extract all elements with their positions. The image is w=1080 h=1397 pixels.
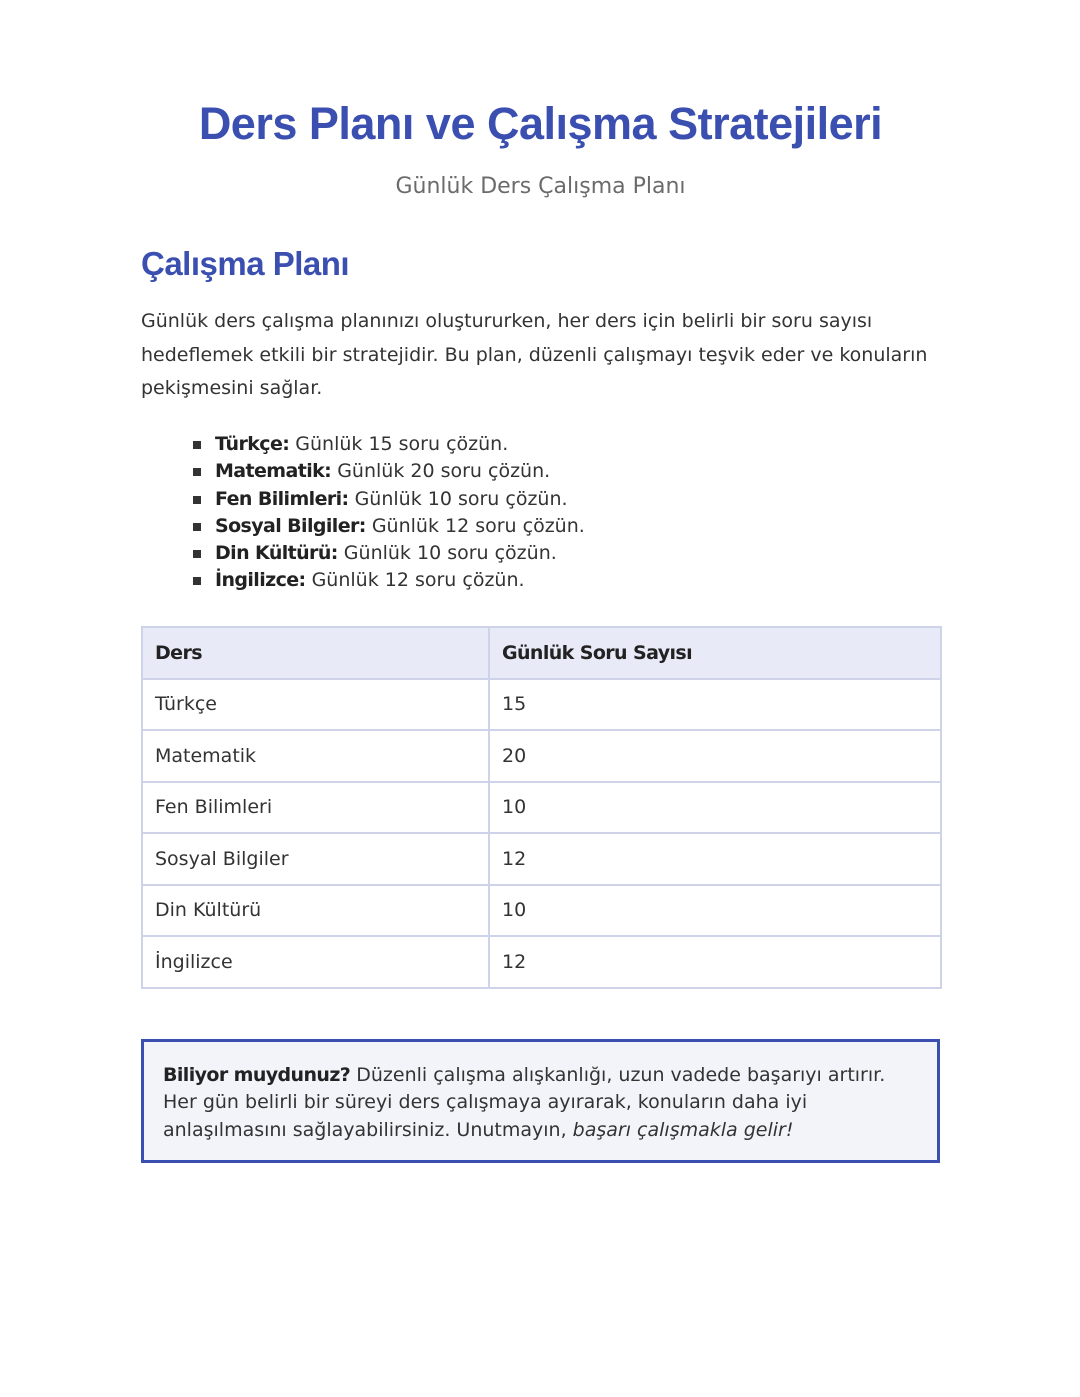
goal-subject: Din Kültürü: <box>215 542 338 565</box>
goal-subject: Matematik: <box>215 460 332 483</box>
goal-subject: İngilizce: <box>215 569 306 592</box>
goal-subject: Sosyal Bilgiler: <box>215 514 366 537</box>
goal-subject: Fen Bilimleri: <box>215 487 349 510</box>
table-row <box>142 679 941 731</box>
list-item <box>141 486 585 513</box>
goal-text: Günlük 10 soru çözün. <box>337 542 557 565</box>
cell-subject: İngilizce <box>142 936 489 988</box>
cell-count: 15 <box>489 679 941 731</box>
square-bullet-icon <box>193 496 201 504</box>
square-bullet-icon <box>193 550 201 558</box>
cell-subject: Sosyal Bilgiler <box>142 833 489 885</box>
table-row <box>142 782 941 834</box>
square-bullet-icon <box>193 523 201 531</box>
list-item <box>141 567 585 594</box>
cell-subject: Matematik <box>142 730 489 782</box>
square-bullet-icon <box>193 577 201 585</box>
list-item <box>141 540 585 567</box>
square-bullet-icon <box>193 441 201 449</box>
square-bullet-icon <box>193 468 201 476</box>
column-header-daily-count: Günlük Soru Sayısı <box>489 627 941 679</box>
table-row <box>142 730 941 782</box>
goal-text: Günlük 10 soru çözün. <box>348 487 568 510</box>
cell-count: 12 <box>489 936 941 988</box>
goal-text: Günlük 15 soru çözün. <box>289 433 509 455</box>
tip-lead: Biliyor muydunuz? <box>163 1064 351 1086</box>
goal-text: Günlük 12 soru çözün. <box>305 569 525 592</box>
goal-text: Günlük 20 soru çözün. <box>331 460 551 483</box>
table-row <box>142 885 941 937</box>
cell-subject: Din Kültürü <box>142 885 489 937</box>
cell-subject: Fen Bilimleri <box>142 782 489 834</box>
cell-count: 10 <box>489 885 941 937</box>
cell-count: 20 <box>489 730 941 782</box>
table-row <box>142 833 941 885</box>
page-subtitle: Günlük Ders Çalışma Planı <box>395 174 686 199</box>
tip-text: Düzenli çalışma alışkanlığı, uzun vadede başarıyı artırır. Her gün belirli bir süreyi ders çalışmaya ayırarak, konuların daha iyi anlaşılmasını sağlayabilirsiniz. Unutmayın, <box>163 1064 886 1141</box>
goals-list <box>141 431 585 595</box>
column-header-subject: Ders <box>142 627 489 679</box>
tip-callout <box>141 1039 940 1163</box>
table-row <box>142 936 941 988</box>
page-title: Ders Planı ve Çalışma Stratejileri <box>198 98 883 149</box>
cell-subject: Türkçe <box>142 679 489 731</box>
list-item <box>141 458 585 485</box>
section-heading: Çalışma Planı <box>141 245 350 282</box>
cell-count: 12 <box>489 833 941 885</box>
list-item <box>141 431 585 458</box>
intro-paragraph: Günlük ders çalışma planınızı oluştururken, her ders için belirli bir soru sayısı hedeflemek etkili bir stratejidir. Bu plan, düzenli çalışmayı teşvik eder ve konuların pekişmesini sağlar. <box>141 310 928 399</box>
table-header-row <box>142 627 941 679</box>
tip-emphasis: başarı çalışmakla gelir! <box>572 1118 794 1141</box>
goal-text: Günlük 12 soru çözün. <box>365 514 585 537</box>
goal-subject: Türkçe: <box>215 433 290 455</box>
cell-count: 10 <box>489 782 941 834</box>
study-plan-table <box>141 626 942 989</box>
list-item <box>141 513 585 540</box>
